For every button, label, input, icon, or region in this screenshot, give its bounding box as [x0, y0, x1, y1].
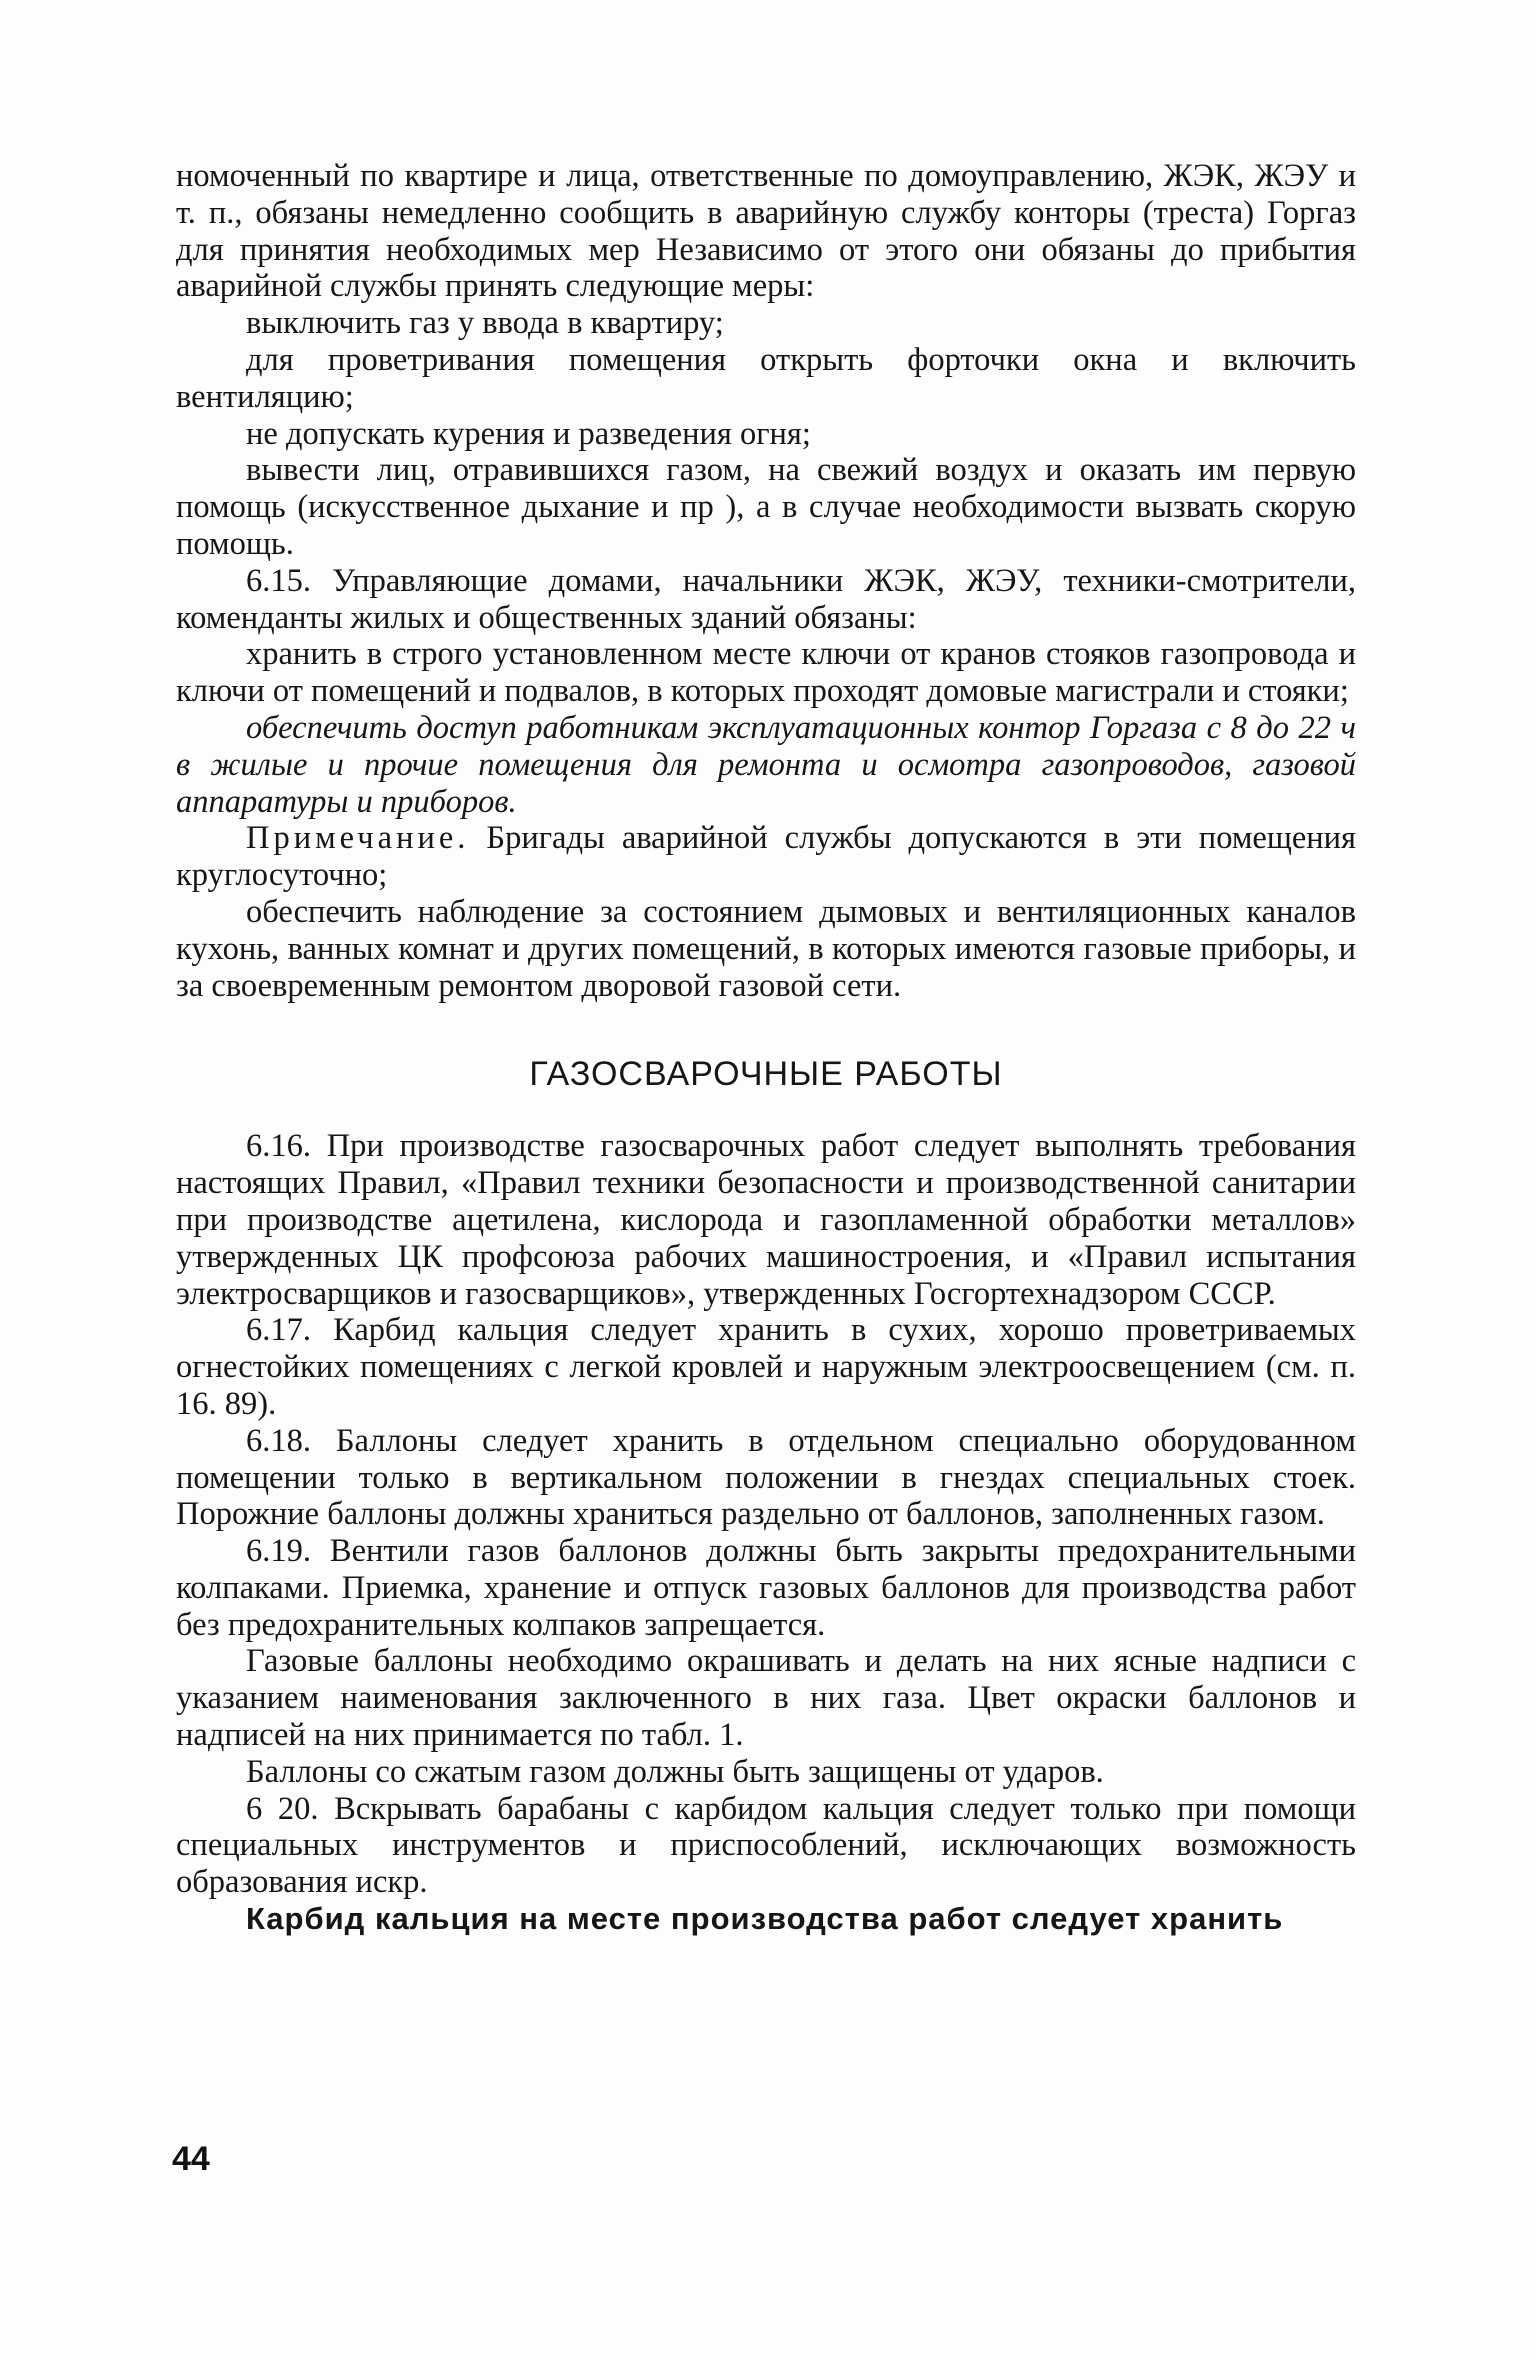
paragraph-item: Газовые баллоны необходимо окрашивать и делать на них ясные надписи с указанием наименования заключенного в них газа. Цвет окраски баллонов и надписей на них принимается по табл. 1.: [176, 1643, 1356, 1754]
note-label: Примечание.: [246, 820, 470, 857]
page-number: 44: [172, 2140, 210, 2178]
paragraph-6-17: 6.17. Карбид кальция следует хранить в сухих, хорошо проветриваемых огнестойких помещениях с легкой кровлей и наружным электроосвещением (см. п. 16. 89).: [176, 1312, 1356, 1422]
paragraph-item: вывести лиц, отравившихся газом, на свежий воздух и оказать им первую помощь (искусственное дыхание и пр ), а в случае необходимости вызвать скорую помощь.: [176, 452, 1356, 562]
paragraph-item: Баллоны со сжатым газом должны быть защищены от ударов.: [246, 1753, 1104, 1790]
paragraph-item: обеспечить наблюдение за состоянием дымовых и вентиляционных каналов кухонь, ванных комнат и других помещений, в которых имеются газовые приборы, и за своевременным ремонтом дворовой газовой сети.: [176, 893, 1356, 1004]
paragraph-6-16: 6.16. При производстве газосварочных работ следует выполнять требования настоящих Правил, «Правил техники безопасности и производственной санитарии при производстве ацетилена, кислорода и газопламенной обработки металлов» утвержденных ЦК профсоюза рабочих машиностроения, и «Правил испытания электросварщиков и газосварщиков», утвержденных Госгортехнадзором СССР.: [176, 1128, 1356, 1312]
paragraph-6-15: 6.15. Управляющие домами, начальники ЖЭК, ЖЭУ, техники-смотрители, коменданты жилых и общественных зданий обязаны:: [176, 562, 1356, 636]
paragraph-item: не допускать курения и разведения огня;: [246, 415, 811, 452]
paragraph-item: хранить в строго установленном месте ключи от кранов стояков газопровода и ключи от помещений и подвалов, в которых проходят домовые магистрали и стояки;: [176, 636, 1356, 710]
paragraph-continuation: номоченный по квартире и лица, ответственные по домоуправлению, ЖЭК, ЖЭУ и т. п., обязаны немедленно сообщить в аварийную службу конторы (треста) Горгаз для принятия необходимых мер Независимо от этого они обязаны до прибытия аварийной службы принять следующие меры:: [176, 158, 1356, 305]
paragraph-item: выключить газ у ввода в квартиру;: [246, 305, 724, 342]
bold-paragraph: Карбид кальция на месте производства работ следует хранить: [246, 1901, 1284, 1937]
paragraph-6-19: 6.19. Вентили газов баллонов должны быть закрыты предохранительными колпаками. Приемка, хранение и отпуск газовых баллонов для производства работ без предохранительных колпаков запрещается.: [176, 1533, 1356, 1643]
paragraph-item: для проветривания помещения открыть форточки окна и включить вентиляцию;: [176, 341, 1356, 415]
note-text: Бригады аварийной службы допускаются в эти помещения круглосуточно;: [176, 820, 1356, 894]
section-heading: ГАЗОСВАРОЧНЫЕ РАБОТЫ: [529, 1055, 1003, 1094]
paragraph-item: обеспечить доступ работникам эксплуатационных контор Горгаза с 8 до 22 ч в жилые и прочие помещения для ремонта и осмотра газопроводов, газовой аппаратуры и приборов.: [176, 709, 1356, 820]
note-paragraph: [176, 820, 1356, 894]
paragraph-6-18: 6.18. Баллоны следует хранить в отдельном специально оборудованном помещении только в вертикальном положении в гнездах специальных стоек. Порожние баллоны должны храниться раздельно от баллонов, заполненных газом.: [176, 1422, 1356, 1533]
paragraph-6-20: 6 20. Вскрывать барабаны с карбидом кальция следует только при помощи специальных инструментов и приспособлений, исключающих возможность образования искр.: [176, 1790, 1356, 1901]
page-body: [176, 158, 1356, 1938]
